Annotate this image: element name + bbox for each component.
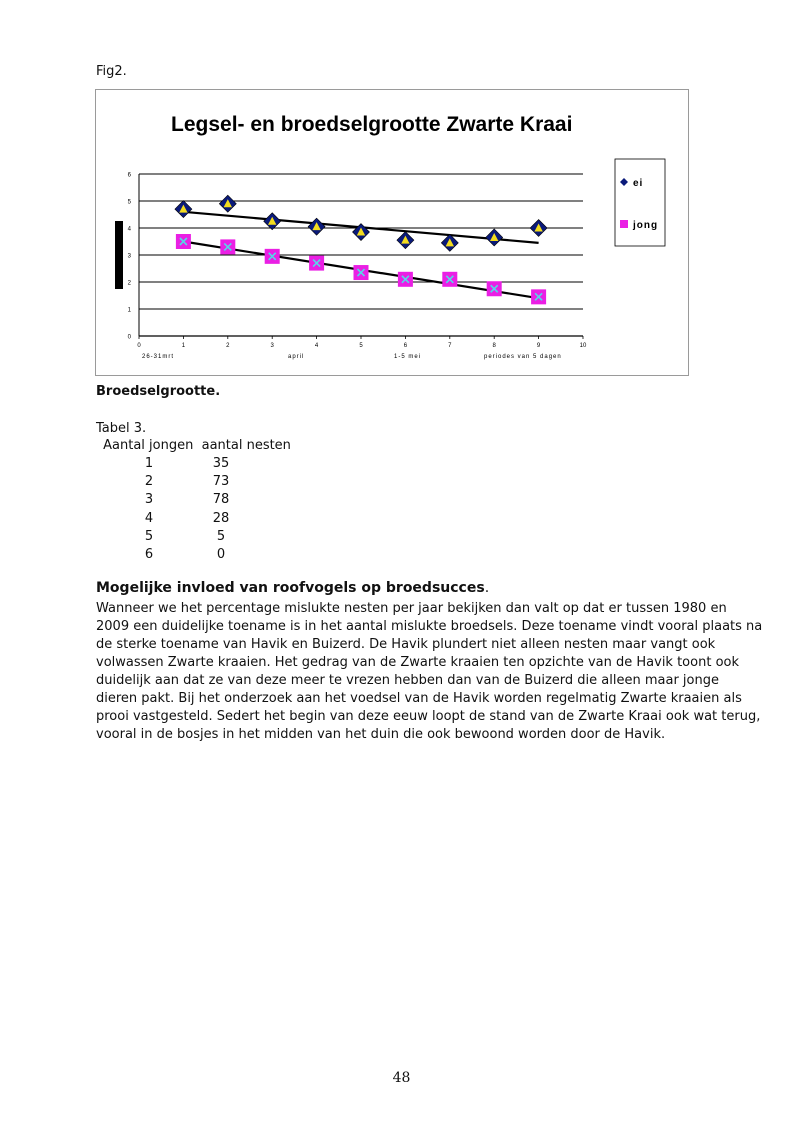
- x-annotation: periodes van 5 dagen: [484, 354, 562, 360]
- chart-title: Legsel- en broedselgrootte Zwarte Kraai: [171, 113, 573, 136]
- chart-frame: [95, 89, 689, 376]
- paragraph-line: 2009 een duidelijke toename is in het aantal mislukte broedsels. Deze toename vindt vooral plaats na: [96, 619, 763, 634]
- cell-aantal-jongen: 6: [144, 547, 154, 562]
- legend-box: [615, 159, 665, 246]
- table-header: Aantal jongen aantal nesten: [99, 438, 291, 453]
- y-tick-label: 5: [127, 199, 131, 206]
- cell-aantal-jongen: 1: [144, 456, 154, 471]
- y-tick-label: 1: [127, 307, 131, 314]
- paragraph-line: vooral in de bosjes in het midden van het duin die ook bewoond worden door de Havik.: [96, 727, 666, 742]
- x-tick-label: 7: [448, 343, 452, 349]
- y-tick-label: 4: [127, 226, 131, 233]
- x-tick-label: 8: [492, 343, 496, 349]
- x-tick-label: 4: [314, 343, 319, 349]
- y-tick-label: 0: [127, 334, 131, 341]
- table-row: [99, 510, 319, 528]
- figure-label: Fig2.: [96, 64, 127, 79]
- table-title: Tabel 3.: [96, 421, 147, 436]
- y-tick-label: 6: [127, 172, 131, 179]
- table-row: [99, 528, 319, 546]
- paragraph-line: dieren pakt. Bij het onderzoek aan het voedsel van de Havik worden regelmatig Zwarte kraaien als: [96, 691, 742, 706]
- table-row: [99, 473, 319, 491]
- cell-aantal-jongen: 2: [144, 474, 154, 490]
- y-tick-label: 2: [127, 280, 131, 287]
- figure-caption: Broedselgrootte.: [96, 384, 221, 399]
- paragraph-line: de sterke toename van Havik en Buizerd. De Havik plundert niet alleen nesten maar vangt ook: [96, 637, 716, 652]
- cell-aantal-jongen: 3: [144, 492, 154, 508]
- section-heading-period: .: [484, 580, 490, 596]
- legend-label-ei: ei: [633, 178, 644, 189]
- paragraph-line: Wanneer we het percentage mislukte nesten per jaar bekijken dan valt op dat er tussen 1980 en: [96, 601, 727, 616]
- page-number: 48: [392, 1070, 411, 1086]
- x-tick-label: 6: [403, 343, 408, 349]
- x-tick-label: 3: [270, 343, 274, 349]
- table-row: [99, 546, 319, 564]
- paragraph-line: duidelijk aan dat ze van deze meer te vrezen hebben dan van de Buizerd die alleen maar jonge: [96, 673, 719, 688]
- table-row: [99, 455, 319, 473]
- x-tick-label: 2: [226, 343, 230, 349]
- chart: [96, 90, 690, 377]
- x-annotation: april: [288, 354, 305, 360]
- x-tick-label: 1: [181, 343, 186, 349]
- legend-marker-jong: [620, 220, 628, 228]
- y-tick-label: 3: [127, 253, 131, 260]
- x-tick-label: 5: [359, 343, 363, 349]
- x-annotation: 1-5 mei: [394, 354, 422, 360]
- cell-aantal-jongen: 4: [144, 510, 154, 526]
- legend-label-jong: jong: [633, 220, 659, 231]
- cell-aantal-jongen: 5: [144, 528, 154, 544]
- body-paragraph: [96, 600, 763, 744]
- table-row: [99, 491, 319, 509]
- paragraph-line: prooi vastgesteld. Sedert het begin van deze eeuw loopt de stand van de Zwarte Kraai ook wat terug,: [96, 709, 761, 724]
- paragraph-line: volwassen Zwarte kraaien. Het gedrag van de Zwarte kraaien ten opzichte van de Havik toont ook: [96, 655, 739, 670]
- cell-aantal-nesten: 28: [212, 510, 230, 526]
- cell-aantal-nesten: 0: [216, 547, 226, 562]
- x-annotation: 26-31mrt: [142, 354, 175, 360]
- x-tick-label: 10: [579, 343, 587, 349]
- cell-aantal-nesten: 5: [216, 528, 226, 544]
- x-tick-label: 9: [536, 343, 541, 349]
- cell-aantal-nesten: 35: [212, 456, 230, 471]
- x-tick-label: 0: [137, 343, 141, 349]
- y-axis-marker-bar: [115, 221, 123, 289]
- section-heading: [96, 580, 489, 596]
- section-heading-text: Mogelijke invloed van roofvogels op broedsucces: [96, 580, 485, 596]
- cell-aantal-nesten: 73: [212, 474, 230, 490]
- cell-aantal-nesten: 78: [212, 492, 230, 508]
